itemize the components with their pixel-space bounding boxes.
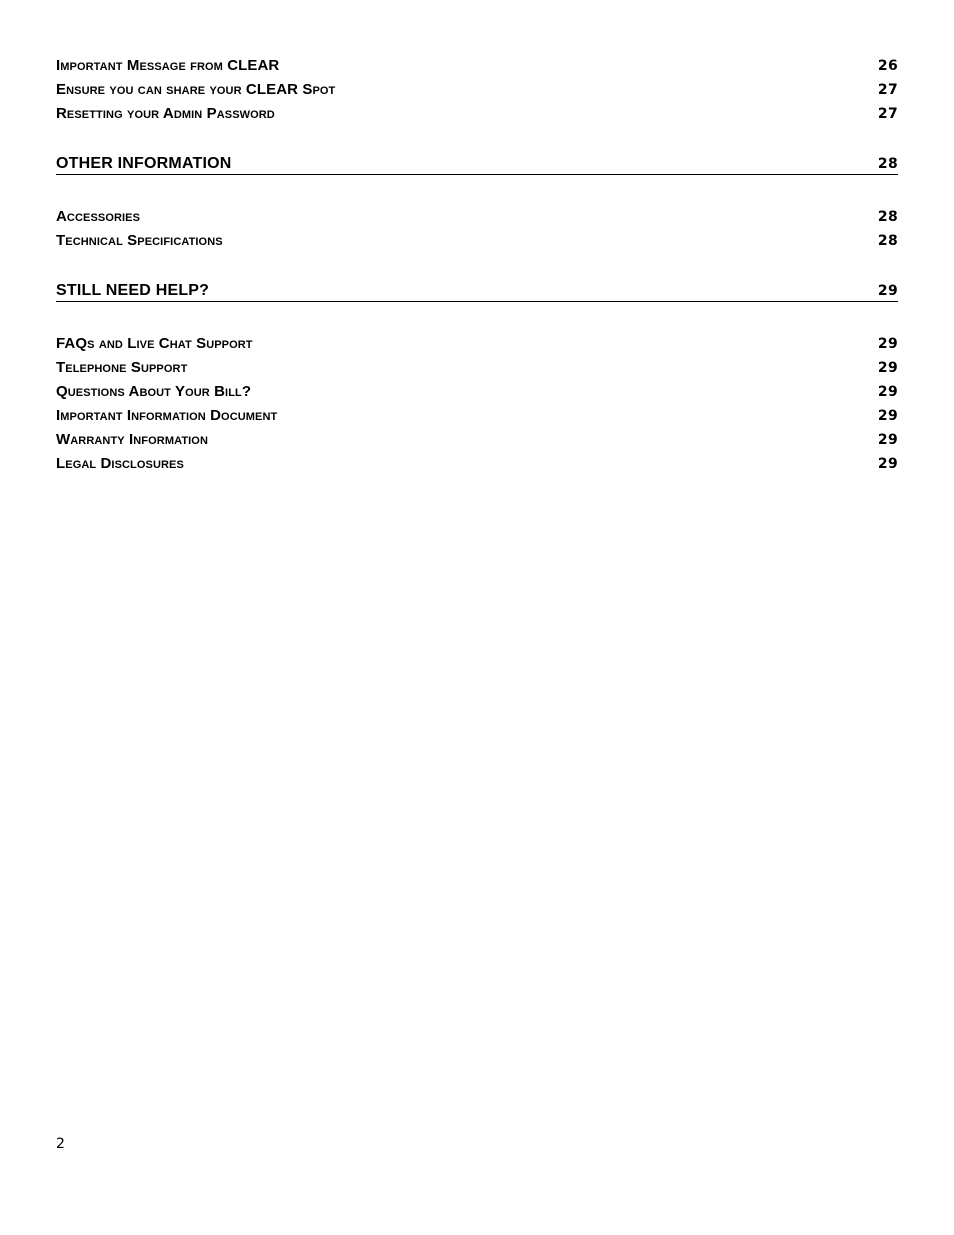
toc-entry-title: Questions About Your Bill?	[56, 383, 252, 400]
toc-entry-title: Ensure you can share your CLEAR Spot	[56, 81, 336, 98]
toc-entry-page: 28	[877, 233, 898, 249]
toc-section-other-information[interactable]	[56, 154, 898, 175]
toc-entry-faqs-live-chat[interactable]	[56, 334, 898, 358]
toc-entry-resetting-password[interactable]	[56, 104, 898, 128]
toc-entry-page: 27	[877, 106, 898, 122]
toc-entry-warranty-information[interactable]	[56, 430, 898, 454]
toc-entry-ensure-share[interactable]	[56, 80, 898, 104]
toc-entry-page: 28	[877, 209, 898, 225]
toc-section-page: 28	[877, 156, 898, 172]
toc-entry-page: 29	[877, 360, 898, 376]
toc-section-page: 29	[877, 283, 898, 299]
toc-entry-title: Resetting your Admin Password	[56, 105, 275, 122]
toc-entry-title: Legal Disclosures	[56, 455, 184, 472]
toc-entry-page: 29	[877, 408, 898, 424]
toc-entry-telephone-support[interactable]	[56, 358, 898, 382]
toc-entry-technical-specifications[interactable]	[56, 231, 898, 255]
toc-entry-page: 29	[877, 384, 898, 400]
toc-entry-title: FAQs and Live Chat Support	[56, 335, 253, 352]
toc-entry-important-message[interactable]	[56, 56, 898, 80]
toc-section-still-need-help[interactable]	[56, 281, 898, 302]
toc-entry-title: Telephone Support	[56, 359, 188, 376]
toc-entry-title: Accessories	[56, 208, 141, 225]
toc-entry-title: Important Information Document	[56, 407, 278, 424]
table-of-contents	[56, 56, 898, 478]
toc-entry-page: 29	[877, 456, 898, 472]
toc-entry-title: Technical Specifications	[56, 232, 223, 249]
toc-entry-important-information-document[interactable]	[56, 406, 898, 430]
toc-entry-page: 26	[877, 58, 898, 74]
toc-entry-questions-bill[interactable]	[56, 382, 898, 406]
toc-entry-page: 29	[877, 336, 898, 352]
page-number: 2	[56, 1136, 65, 1152]
toc-entry-page: 27	[877, 82, 898, 98]
toc-entry-accessories[interactable]	[56, 207, 898, 231]
toc-section-title: STILL NEED HELP?	[56, 282, 210, 299]
toc-entry-legal-disclosures[interactable]	[56, 454, 898, 478]
toc-entry-title: Warranty Information	[56, 431, 208, 448]
toc-entry-page: 29	[877, 432, 898, 448]
toc-entry-title: Important Message from CLEAR	[56, 57, 280, 74]
toc-section-title: OTHER INFORMATION	[56, 155, 232, 172]
